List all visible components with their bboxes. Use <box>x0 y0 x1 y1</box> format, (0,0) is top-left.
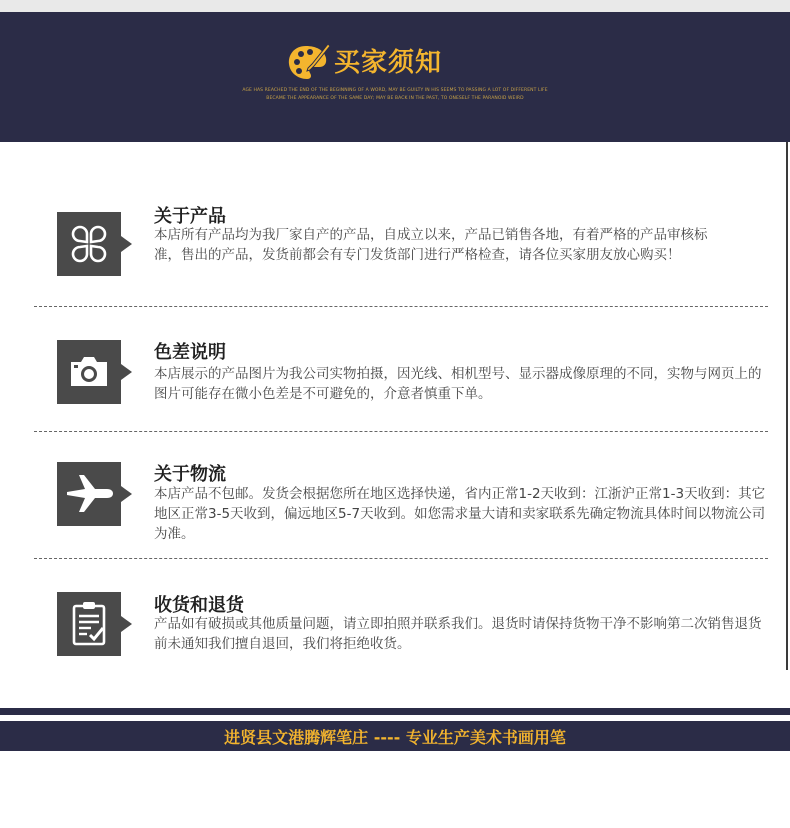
header-banner <box>0 12 790 142</box>
footer-banner <box>0 721 790 751</box>
header-subtitle-line1: AGE HAS REACHED THE END OF THE BEGINNING OF A WORD, MAY BE GUILTY IN HIS SEEMS TO PASSING A LOT OF DIFFERENT LIFE <box>242 88 548 93</box>
color-icon-box <box>57 340 121 404</box>
product-icon-box <box>57 212 121 276</box>
footer-top-bar <box>0 708 790 715</box>
clover-icon <box>57 212 121 276</box>
top-strip <box>0 0 790 12</box>
section-body-returns: 产品如有破损或其他质量问题，请立即拍照并联系我们。退货时请保持货物干净不影响第二次销售退货前未通知我们擅自退回，我们将拒绝收货。 <box>154 616 762 652</box>
camera-icon <box>57 340 121 404</box>
logistics-icon-arrow <box>121 486 132 502</box>
palette-icon <box>286 40 330 84</box>
footer-company-text: 进贤县文港腾辉笔庄 ---- 专业生产美术书画用笔 <box>224 728 566 747</box>
section-divider <box>34 558 768 559</box>
page-title: 买家须知 <box>334 48 443 78</box>
airplane-icon <box>57 462 121 526</box>
section-title-returns: 收货和退货 <box>154 595 244 616</box>
section-body-color: 本店展示的产品图片为我公司实物拍摄，因光线、相机型号、显示器成像原理的不同，实物与网页上的图片可能存在微小色差是不可避免的，介意者慎重下单。 <box>154 366 762 402</box>
right-edge-line <box>786 142 788 670</box>
logistics-icon-box <box>57 462 121 526</box>
clipboard-icon <box>57 592 121 656</box>
section-body-product: 本店所有产品均为我厂家自产的产品，自成立以来，产品已销售各地，有着严格的产品审核标准，售出的产品，发货前都会有专门发货部门进行严格检查，请各位买家朋友放心购买！ <box>154 227 708 263</box>
product-icon-arrow <box>121 236 132 252</box>
section-title-color: 色差说明 <box>154 342 226 363</box>
returns-icon-arrow <box>121 616 132 632</box>
returns-icon-box <box>57 592 121 656</box>
section-divider <box>34 306 768 307</box>
header-subtitle-line2: BECAME THE APPEARANCE OF THE SAME DAY; MAY BE BACK IN THE PAST, TO ONESELF THE PARANOID WEIRD <box>266 96 524 101</box>
section-title-product: 关于产品 <box>154 206 226 227</box>
color-icon-arrow <box>121 364 132 380</box>
section-title-logistics: 关于物流 <box>154 464 226 485</box>
section-body-logistics: 本店产品不包邮。发货会根据您所在地区选择快递，省内正常1-2天收到：江浙沪正常1-3天收到：其它地区正常3-5天收到，偏远地区5-7天收到。如您需求量大请和卖家联系先确定物流具体时间以物流公司为准。 <box>154 486 766 542</box>
section-divider <box>34 431 768 432</box>
